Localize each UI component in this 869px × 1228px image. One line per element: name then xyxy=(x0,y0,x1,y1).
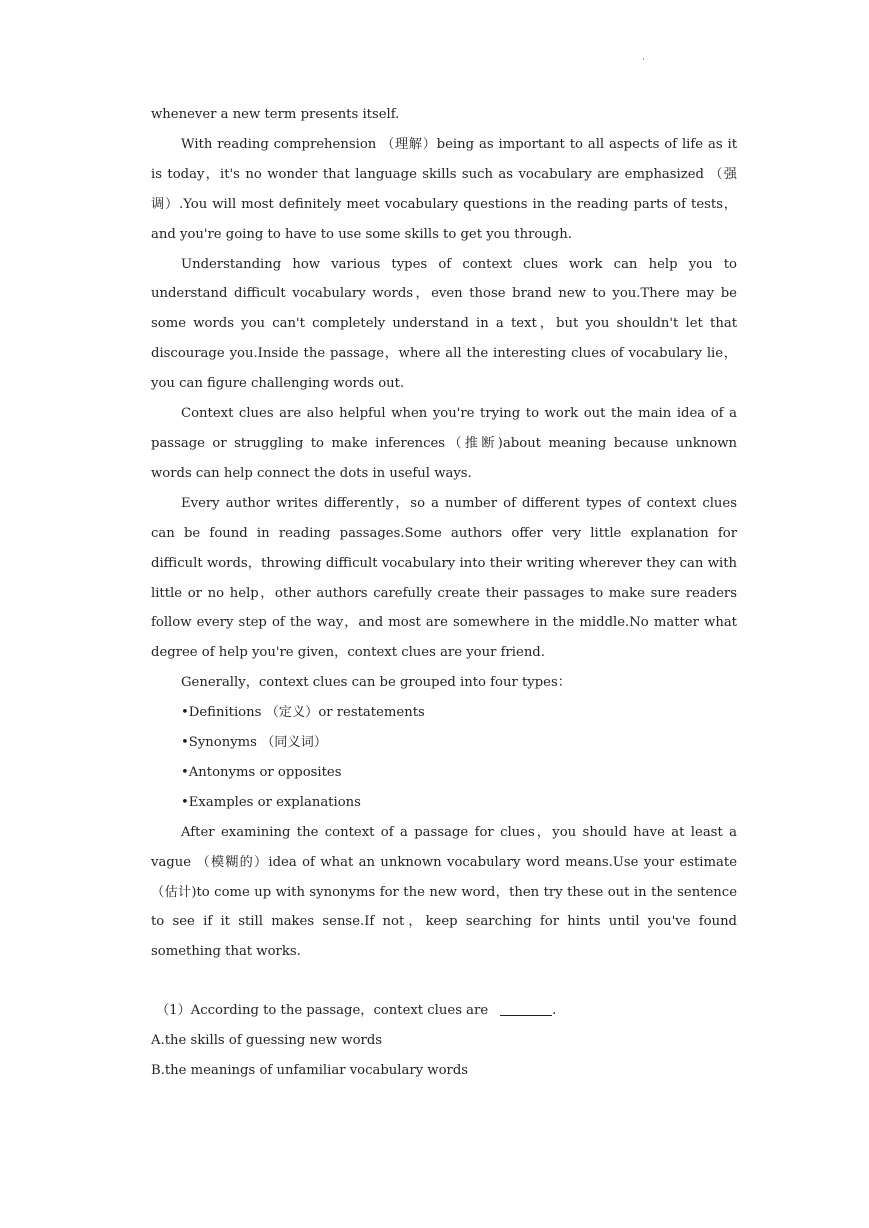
header-mark: · xyxy=(642,55,645,65)
list-item: •Antonyms or opposites xyxy=(181,764,342,780)
list-item: •Examples or explanations xyxy=(181,794,361,810)
paragraph-closing: After examining the context of a passage for clues，you should have at least a vague （模糊的）idea of what an unknown vocabulary word means.Use your estimate （估计)to come up with synonyms for the new word，then try these out in the sentence to see if it still makes sense.If not，keep searching for hints until you've found something that works. xyxy=(151,824,737,960)
option-b: B.the meanings of unfamiliar vocabulary words xyxy=(151,1063,469,1079)
paragraph-authors: Every author writes differently，so a number of different types of context clues can be found in reading passages.Some authors offer very little explanation for difficult words，throwing difficult vocabulary into their writing wherever they can with little or no help，other authors carefully create their passages to make sure readers follow every step of the way，and most are somewhere in the middle.No matter what degree of help you're given，context clues are your friend. xyxy=(151,495,737,661)
question-stem: （1）According to the passage，context clues are xyxy=(156,1003,489,1019)
paragraph-four-types: Generally，context clues can be grouped into four types： xyxy=(181,675,571,691)
paragraph-understanding: Understanding how various types of context clues work can help you to understand difficult vocabulary words，even those brand new to you.There may be some words you can't completely understand in a text，but you shouldn't let that discourage you.Inside the passage，where all the interesting clues of vocabulary lie，you can figure challenging words out. xyxy=(151,256,737,392)
option-a: A.the skills of guessing new words xyxy=(151,1033,383,1049)
document-body xyxy=(151,100,737,1086)
question-end: . xyxy=(552,1003,557,1019)
paragraph-main-idea: Context clues are also helpful when you're trying to work out the main idea of a passage or struggling to make inferences（推断)about meaning because unknown words can help connect the dots in useful ways. xyxy=(151,406,737,481)
question-1 xyxy=(151,996,737,1026)
context-clue-types-list xyxy=(151,698,737,818)
list-item: •Synonyms （同义词） xyxy=(181,735,328,751)
list-item: •Definitions （定义）or restatements xyxy=(181,705,425,721)
paragraph-continuation: whenever a new term presents itself. xyxy=(151,107,400,122)
answer-blank xyxy=(500,1001,552,1016)
spacer xyxy=(151,967,737,996)
paragraph-comprehension: With reading comprehension （理解）being as important to all aspects of life as it is today，it's no wonder that language skills such as vocabulary are emphasized （强调）.You will most definitely meet vocabulary questions in the reading parts of tests，and you're going to have to use some skills to get you through. xyxy=(151,136,737,242)
